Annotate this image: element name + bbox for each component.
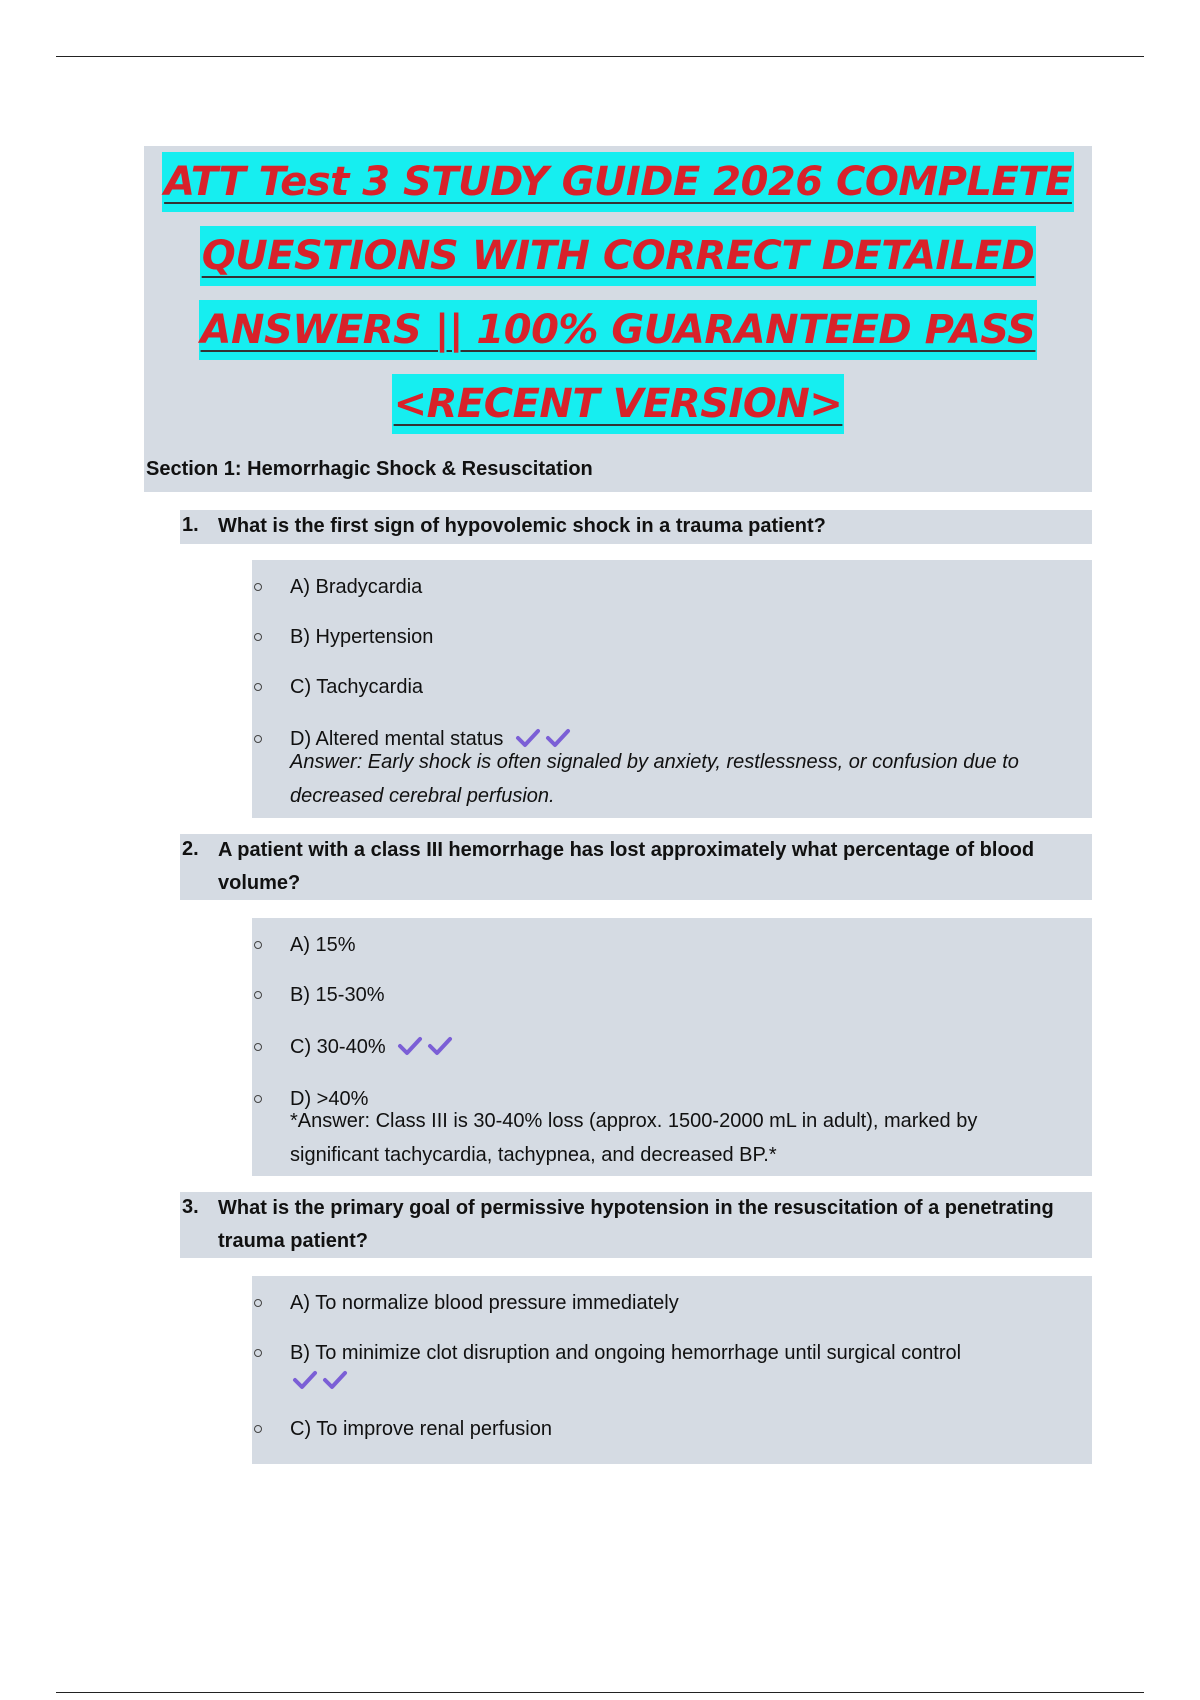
answer-line: significant tachycardia, tachypnea, and decreased BP.* xyxy=(290,1144,777,1166)
option-label: B) Hypertension xyxy=(290,626,434,648)
title-line-3: ANSWERS || 100% GUARANTEED PASS xyxy=(199,300,1038,360)
question-2 xyxy=(180,834,1092,900)
correct-checks xyxy=(292,1370,348,1392)
option-label: A) To normalize blood pressure immediately xyxy=(290,1292,679,1314)
question-1-options xyxy=(252,560,1092,818)
bullet-icon xyxy=(254,1095,262,1103)
question-text: What is the first sign of hypovolemic shock in a trauma patient? xyxy=(218,515,826,537)
question-3-options xyxy=(252,1276,1092,1464)
bullet-icon xyxy=(254,735,262,743)
bottom-rule xyxy=(56,1692,1144,1693)
question-number: 2. xyxy=(182,838,199,860)
bullet-icon xyxy=(254,683,262,691)
bullet-icon xyxy=(254,1299,262,1307)
option-label: A) 15% xyxy=(290,934,356,956)
option-label: B) To minimize clot disruption and ongoing hemorrhage until surgical control xyxy=(290,1342,962,1364)
title-block xyxy=(144,146,1092,492)
check-icon xyxy=(322,1370,348,1390)
check-icon xyxy=(397,1036,423,1056)
title-line-2: QUESTIONS WITH CORRECT DETAILED xyxy=(200,226,1037,286)
check-icon xyxy=(427,1036,453,1056)
bullet-icon xyxy=(254,1425,262,1433)
option-label: C) To improve renal perfusion xyxy=(290,1418,552,1440)
answer-line: decreased cerebral perfusion. xyxy=(290,785,555,807)
question-number: 3. xyxy=(182,1196,199,1218)
option-label: D) >40% xyxy=(290,1088,369,1110)
bullet-icon xyxy=(254,1349,262,1357)
bullet-icon xyxy=(254,941,262,949)
top-rule xyxy=(56,56,1144,57)
title-line-1: ATT Test 3 STUDY GUIDE 2026 COMPLETE xyxy=(162,152,1074,212)
bullet-icon xyxy=(254,991,262,999)
question-3 xyxy=(180,1192,1092,1258)
check-icon xyxy=(292,1370,318,1390)
question-1 xyxy=(180,510,1092,544)
title-line-4: <RECENT VERSION> xyxy=(392,374,845,434)
question-text: What is the primary goal of permissive hypotension in the resuscitation of a penetrating trauma patient? xyxy=(218,1197,1054,1252)
option-label: C) 30-40% xyxy=(290,1036,386,1058)
question-text: A patient with a class III hemorrhage has lost approximately what percentage of blood volume? xyxy=(218,839,1035,894)
bullet-icon xyxy=(254,1043,262,1051)
option-label: A) Bradycardia xyxy=(290,576,423,598)
answer-line: Answer: Early shock is often signaled by anxiety, restlessness, or confusion due to xyxy=(290,751,1019,773)
option-label: D) Altered mental status xyxy=(290,728,504,750)
document-title xyxy=(144,146,1092,448)
question-number: 1. xyxy=(182,514,199,536)
question-2-options xyxy=(252,918,1092,1176)
bullet-icon xyxy=(254,583,262,591)
option-label: C) Tachycardia xyxy=(290,676,424,698)
bullet-icon xyxy=(254,633,262,641)
option-label: B) 15-30% xyxy=(290,984,385,1006)
answer-line: *Answer: Class III is 30-40% loss (approx. 1500-2000 mL in adult), marked by xyxy=(290,1110,978,1132)
section-heading: Section 1: Hemorrhagic Shock & Resuscitation xyxy=(146,458,593,480)
